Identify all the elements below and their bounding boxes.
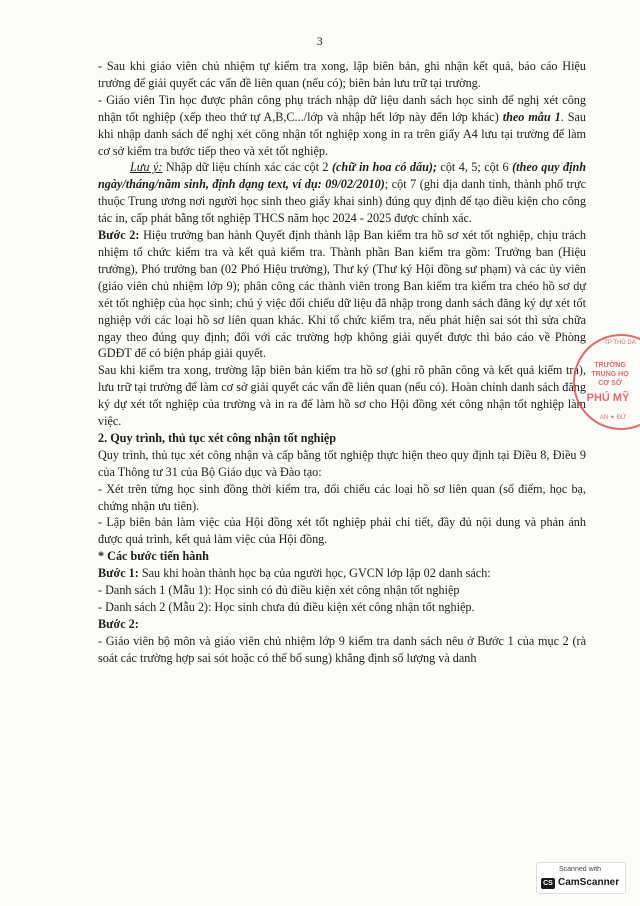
- paragraph-teacher-review: - Sau khi giáo viên chủ nhiệm tự kiểm tra xong, lập biên bản, ghi nhận kết quả, báo cáo Hiệu trưởng để giải quyết các vấn đề liên quan (nếu có); biên bản lưu trữ tại trường.: [98, 59, 586, 90]
- paragraph-b1: [98, 565, 586, 582]
- it-teacher-text: - Giáo viên Tin học được phân công phụ trách nhập dữ liệu danh sách học sinh để nghị xét công nhận tốt nghiệp (xếp theo thứ tự A,B,C.../lớp và nhập hết lớp này đến lớp khác): [98, 92, 586, 124]
- stamp-line-4: PHÚ MỸ: [586, 392, 630, 404]
- section-2-item-1: - Xét trên từng học sinh đồng thời kiểm tra, đối chiếu các loại hồ sơ liên quan (sổ điểm, học bạ, chứng nhận ưu tiên).: [98, 481, 586, 513]
- paragraph-b2: - Giáo viên bộ môn và giáo viên chủ nhiệm lớp 9 kiểm tra danh sách nêu ở Bước 1 của mục 2 (rà soát các trường hợp sai sót hoặc có thể bổ sung) khẳng định số lượng và danh: [98, 633, 586, 665]
- camscanner-logo-icon: CS: [541, 878, 555, 889]
- stamp-line-2: TRUNG HỌ: [591, 371, 629, 378]
- document-body: [98, 58, 586, 667]
- paragraph-after-check: Sau khi kiểm tra xong, trường lập biên bản kiểm tra hồ sơ (ghi rõ phân công và kết quả kiểm tra), lưu trữ tại trường để làm cơ sở giải quyết các vấn đề liên quan (nếu có). Hoàn chỉnh danh sách đăng ký dự xét tốt nghiệp của trường và in ra để làm hồ sơ cho Hội đồng xét công nhận tốt nghiệp làm việc.: [98, 363, 586, 429]
- steps-heading: * Các bước tiến hành: [98, 549, 209, 564]
- note-text-e: ; cột 7 (ghi địa danh tỉnh, thành phố trực thuộc Trung ương nơi người học sinh theo giấy khai sinh) đúng quy định để tạo điều kiện cho công tác in, cấp phát bằng tốt nghiệp THCS năm học 2024 - 2025 được chính xác.: [98, 177, 586, 226]
- step-2-text: Hiệu trưởng ban hành Quyết định thành lập Ban kiểm tra hồ sơ xét tốt nghiệp, chịu trách nhiệm tổ chức kiểm tra và kết quả kiểm tra. Thành phần Ban kiểm tra gồm: Trưởng ban (Hiệu trưởng), Phó trưởng ban (02 Phó Hiệu trưởng), Thư ký (Thư ký Hội đồng sư phạm) và các ủy viên (giáo viên chủ nhiệm lớp 9); phân công các thành viên trong Ban kiểm tra kiểm tra chéo hồ sơ dự xét tốt nghiệp của học sinh; chú ý việc đối chiếu dữ liệu đã nhập trong danh sách đăng ký dự xét tốt nghiệp với các loại hồ sơ liên quan khác. Khi tổ chức kiểm tra, nếu phát hiện sai sót thì sửa chữa ngay theo đúng quy định; đối với các trường hợp không giải quyết được thì báo cáo về Phòng GDĐT để có biện pháp giải quyết.: [98, 228, 586, 361]
- note-text-c: cột 4, 5; cột 6: [436, 160, 513, 175]
- paragraph-it-teacher: [98, 92, 586, 160]
- scanner-caption: Scanned with: [559, 866, 602, 873]
- page-number: 3: [316, 34, 324, 48]
- paragraph-note: [98, 159, 586, 227]
- stamp-line-3: CƠ SỞ: [598, 380, 622, 387]
- stamp-ring-top: TP THỦ DA: [604, 340, 636, 346]
- scanner-brand: CamScanner: [558, 877, 620, 888]
- note-label: Lưu ý:: [130, 160, 163, 175]
- section-2-heading: 2. Quy trình, thủ tục xét công nhận tốt nghiệp: [98, 430, 337, 445]
- stamp-line-1: TRƯỜNG: [594, 362, 626, 369]
- note-text-a: Nhập dữ liệu chính xác các cột 2: [162, 160, 332, 175]
- b2-label: Bước 2:: [98, 616, 139, 631]
- b1-text: Sau khi hoàn thành học bạ của người học, GVCN lớp lập 02 danh sách:: [138, 566, 491, 581]
- form-reference: theo mẫu 1: [502, 109, 561, 124]
- section-2-item-2: - Lập biên bản làm việc của Hội đồng xét tốt nghiệp phải chi tiết, đầy đủ nội dung và phản ánh được quá trình, kết quả làm việc của Hội đồng.: [98, 515, 586, 547]
- section-2-intro: Quy trình, thủ tục xét công nhận và cấp bằng tốt nghiệp thực hiện theo quy định tại Điều 8, Điều 9 của Thông tư 31 của Bộ Giáo dục và Đào tạo:: [98, 447, 586, 479]
- list-item-2: - Danh sách 2 (Mẫu 2): Học sinh chưa đủ điều kiện xét công nhận tốt nghiệp.: [98, 600, 475, 614]
- b1-label: Bước 1:: [98, 566, 139, 581]
- note-text-d: (theo quy định ngày/tháng/năm sinh, định dạng text, ví dụ: 09/02/2010): [98, 160, 587, 192]
- note-text-b: (chữ in hoa có dấu);: [331, 160, 437, 175]
- list-item-1: - Danh sách 1 (Mẫu 1): Học sinh có đủ điều kiện xét công nhận tốt nghiệp: [98, 583, 460, 598]
- camscanner-watermark: [536, 862, 626, 894]
- stamp-ring-bottom: AN ✦ ĐỨ: [599, 415, 627, 421]
- step-2-label: Bước 2:: [98, 228, 140, 243]
- it-teacher-text-cont: . Sau khi nhập danh sách để nghị xét công nhận tốt nghiệp xong in ra trên giấy A4 lưu tại trường để làm cơ sở kiểm tra bước tiếp theo và xét tốt nghiệp.: [98, 109, 586, 158]
- paragraph-step-2: [98, 227, 586, 362]
